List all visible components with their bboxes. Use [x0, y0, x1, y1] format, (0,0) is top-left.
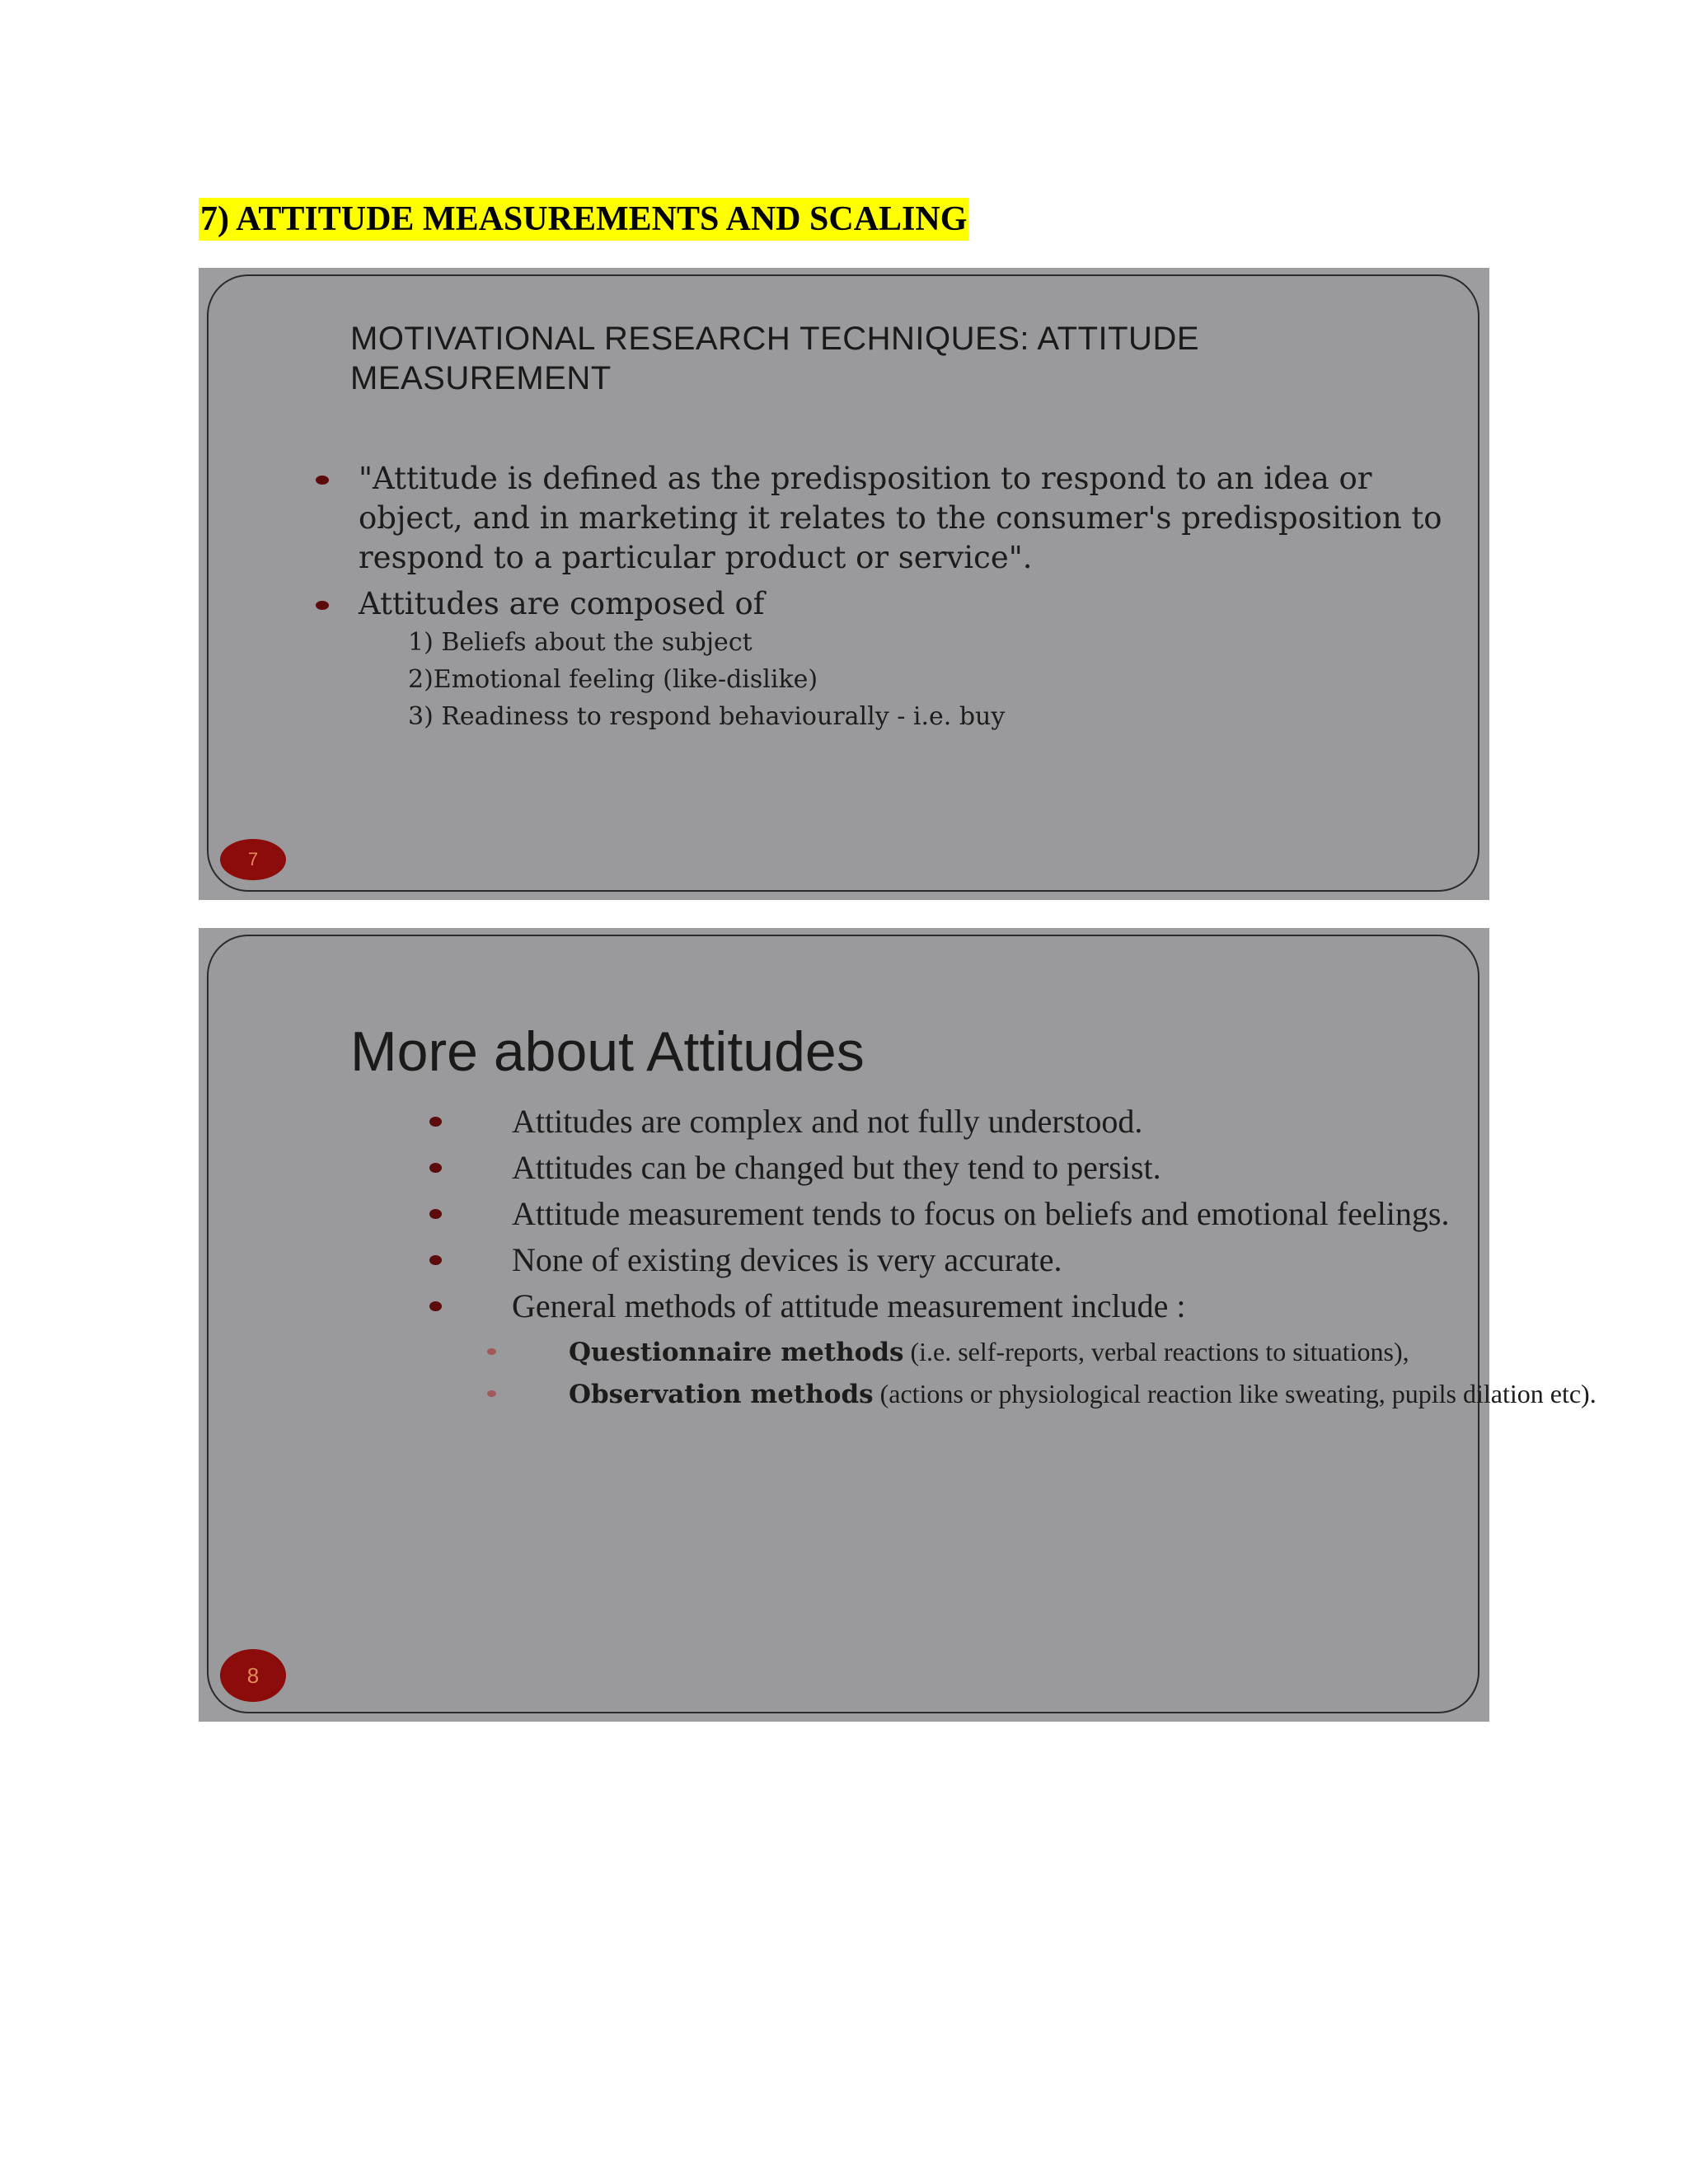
bullet-text: None of existing devices is very accurate.	[512, 1241, 1062, 1278]
section-heading: 7) ATTITUDE MEASUREMENTS AND SCALING	[199, 198, 968, 241]
sub-item: 3) Readiness to respond behaviourally - i.e. buy	[408, 702, 1006, 731]
sub-item	[429, 1334, 1625, 1370]
slide-title: More about Attitudes	[350, 1020, 865, 1083]
sub-bullet-dot-icon	[487, 1390, 496, 1397]
bullet-dot-icon	[316, 601, 329, 610]
sub-bullet-dot-icon	[487, 1348, 496, 1355]
bullet-text: Attitudes are composed of	[359, 586, 765, 621]
bullet-dot-icon	[429, 1301, 442, 1311]
bullet-dot-icon	[429, 1163, 442, 1173]
bullet-text: Attitudes can be changed but they tend to persist.	[512, 1149, 1161, 1186]
bullet-dot-icon	[429, 1255, 442, 1265]
bullet-text: Attitudes are complex and not fully understood.	[512, 1103, 1143, 1140]
bullet-text: "Attitude is defined as the predisposition to respond to an idea or object, and in marketing it relates to the consumer's predisposition to respond to a particular product or service".	[359, 461, 1442, 575]
slide-title: MOTIVATIONAL RESEARCH TECHNIQUES: ATTITUDE MEASUREMENT	[350, 321, 1200, 396]
slide-number-badge: 8	[220, 1649, 286, 1702]
bullet-dot-icon	[316, 476, 329, 485]
bullet-list	[316, 459, 1453, 735]
bullet-item	[429, 1284, 1625, 1328]
sub-list	[359, 624, 1453, 735]
slide-panel	[207, 274, 1479, 892]
bullet-item	[429, 1238, 1625, 1282]
sub-item: 2)Emotional feeling (like-dislike)	[408, 665, 818, 694]
bullet-item	[429, 1146, 1625, 1189]
method-detail: (actions or physiological reaction like sweating, pupils dilation etc).	[873, 1379, 1597, 1408]
bullet-item	[429, 1192, 1625, 1235]
sub-item	[429, 1376, 1625, 1412]
bullet-list	[429, 1099, 1625, 1417]
sub-list-container	[429, 1334, 1625, 1412]
method-detail: (i.e. self-reports, verbal reactions to situations),	[903, 1337, 1409, 1366]
sub-list	[429, 1334, 1625, 1412]
bullet-text: General methods of attitude measurement include :	[512, 1287, 1186, 1324]
method-term: Questionnaire methods	[569, 1338, 904, 1367]
sub-item: 1) Beliefs about the subject	[408, 628, 753, 657]
method-term: Observation methods	[569, 1380, 874, 1409]
slide-8	[199, 928, 1597, 1722]
slide-7	[199, 268, 1489, 900]
bullet-item	[316, 459, 1453, 578]
bullet-item	[429, 1099, 1625, 1143]
slide-panel	[207, 935, 1597, 1713]
bullet-text: Attitude measurement tends to focus on beliefs and emotional feelings.	[512, 1195, 1450, 1232]
bullet-dot-icon	[429, 1117, 442, 1127]
bullet-dot-icon	[429, 1209, 442, 1219]
bullet-item	[316, 584, 1453, 735]
slide-number-badge: 7	[220, 839, 286, 880]
